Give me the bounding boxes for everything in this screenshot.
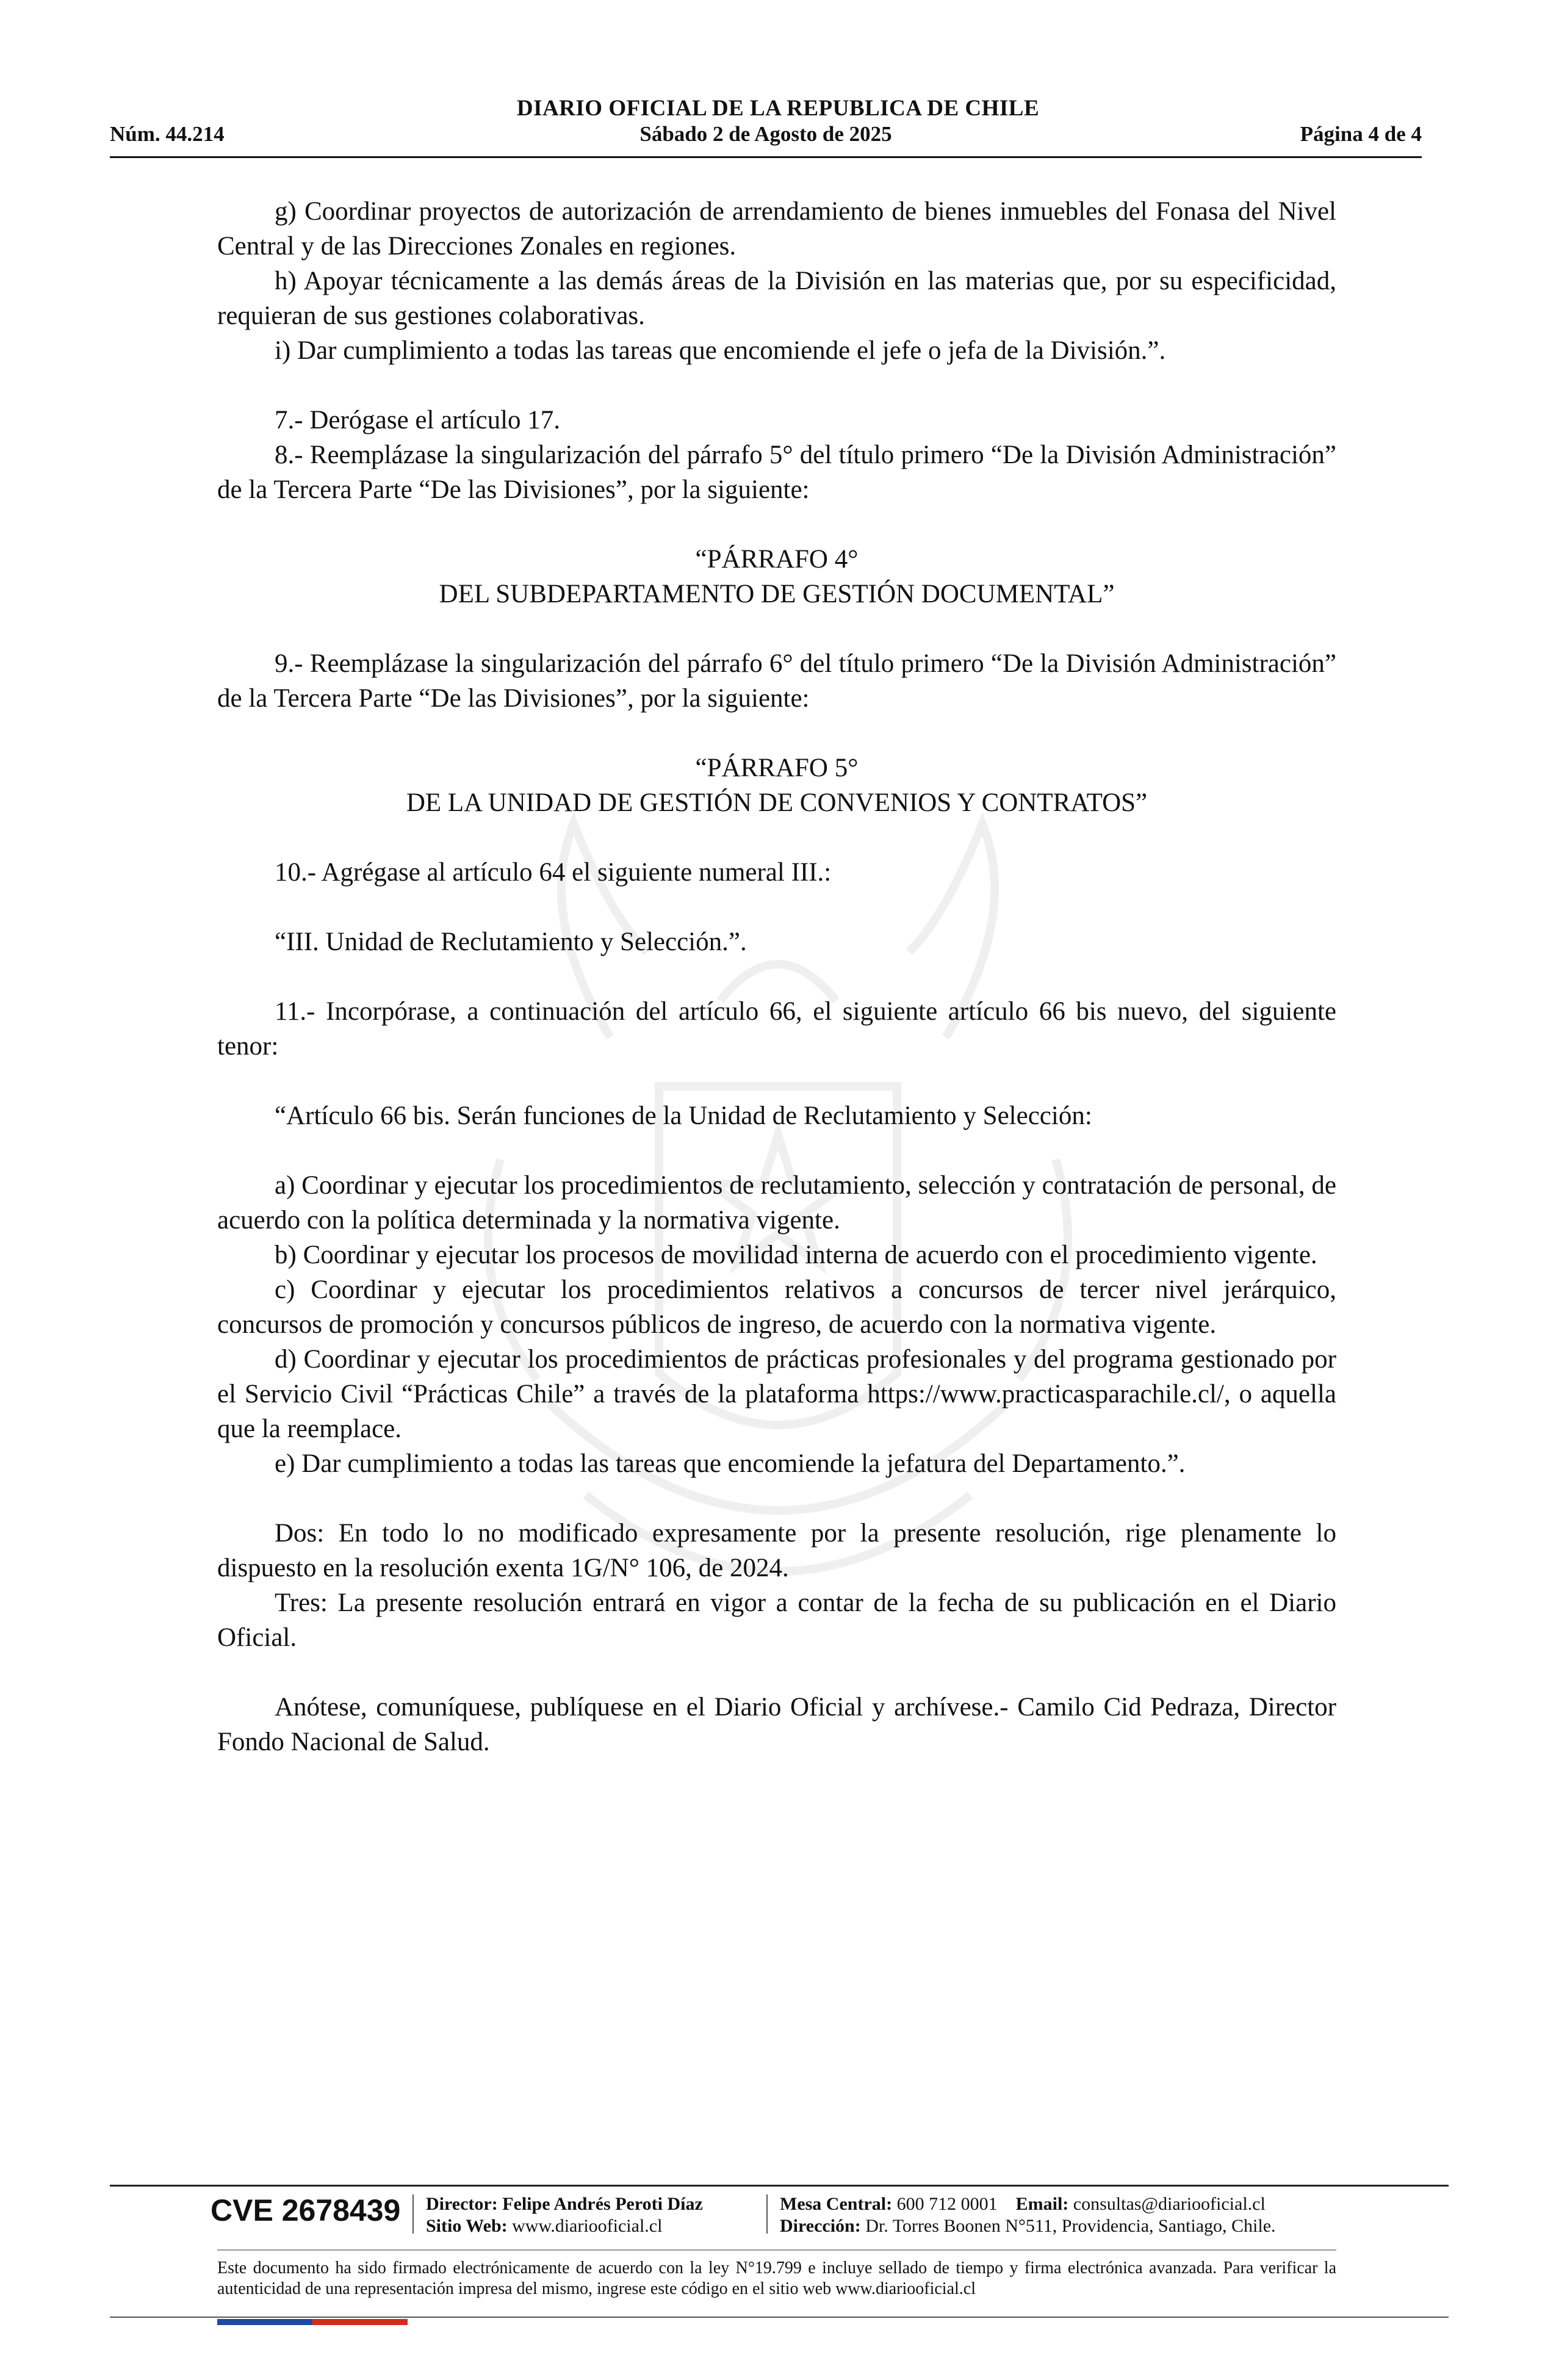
site-label: Sitio Web: xyxy=(426,2216,508,2236)
item-g: g) Coordinar proyectos de autorización de arrendamiento de bienes inmuebles del Fonasa del Nivel Central y de las Direcciones Zonales en regiones. xyxy=(217,197,1336,261)
parrafo-4-heading: “PÁRRAFO 4° xyxy=(695,545,859,574)
item-d: d) Coordinar y ejecutar los procedimientos de prácticas profesionales y del programa gestionado por el Servicio Civil “Prácticas Chile” a través de la plataforma https://www.practicasparachile.cl/, o aquella que la reemplace. xyxy=(217,1345,1336,1443)
email-value[interactable]: consultas@diariooficial.cl xyxy=(1073,2194,1266,2214)
site-value[interactable]: www.diariooficial.cl xyxy=(512,2216,663,2236)
issue-number: Núm. 44.214 xyxy=(110,122,225,146)
item-h: h) Apoyar técnicamente a las demás áreas de la División en las materias que, por su especificidad, requieran de sus gestiones colaborativas. xyxy=(217,267,1336,330)
footer-separator xyxy=(766,2194,768,2234)
section-tres: Tres: La presente resolución entrará en vigor a contar de la fecha de su publicación en el Diario Oficial. xyxy=(217,1588,1336,1652)
header-row xyxy=(110,122,1422,150)
address-label: Dirección: xyxy=(780,2216,861,2236)
newspaper-title: DIARIO OFICIAL DE LA REPUBLICA DE CHILE xyxy=(516,96,1040,121)
signature-disclaimer: Este documento ha sido firmado electrónicamente de acuerdo con la ley N°19.799 e incluye sellado de tiempo y firma electrónica avanzada. Para verificar la autenticidad de una representación impresa del mismo, ingrese este código en el sitio web www.diariooficial.cl xyxy=(217,2259,1336,2298)
footer-divider-mid xyxy=(217,2249,1336,2251)
footer-separator xyxy=(412,2194,414,2234)
article-9: 9.- Reemplázase la singularización del párrafo 6° del título primero “De la División Administración” de la Tercera Parte “De las Divisiones”, por la siguiente: xyxy=(217,649,1336,713)
page-indicator: Página 4 de 4 xyxy=(1300,122,1422,146)
section-dos: Dos: En todo lo no modificado expresamente por la presente resolución, rige plenamente lo dispuesto en la resolución exenta 1G/N° 106, de 2024. xyxy=(217,1519,1336,1582)
item-a: a) Coordinar y ejecutar los procedimientos de reclutamiento, selección y contratación de personal, de acuerdo con la política determinada y la normativa vigente. xyxy=(217,1171,1336,1235)
mesa-value: 600 712 0001 xyxy=(896,2194,998,2214)
footer-contact-block xyxy=(780,2193,1276,2237)
item-b: b) Coordinar y ejecutar los procesos de movilidad interna de acuerdo con el procedimiento vigente. xyxy=(275,1241,1317,1269)
item-c: c) Coordinar y ejecutar los procedimientos relativos a concursos de tercer nivel jerárquico, concursos de promoción y concursos públicos de ingreso, de acuerdo con la normativa vigente. xyxy=(217,1275,1336,1339)
item-i: i) Dar cumplimiento a todas las tareas que encomiende el jefe o jefa de la División.”. xyxy=(275,336,1166,365)
chile-flag-stripe-icon xyxy=(217,2319,408,2325)
item-e: e) Dar cumplimiento a todas las tareas que encomiende la jefatura del Departamento.”. xyxy=(275,1449,1186,1478)
parrafo-5-heading: “PÁRRAFO 5° xyxy=(695,754,859,782)
closing-signature: Anótese, comuníquese, publíquese en el Diario Oficial y archívese.- Camilo Cid Pedraza, Director Fondo Nacional de Salud. xyxy=(217,1693,1336,1756)
document-body xyxy=(217,194,1336,1759)
director-label: Director: xyxy=(426,2194,498,2214)
director-value: Felipe Andrés Peroti Díaz xyxy=(502,2194,703,2214)
article-10-text: “III. Unidad de Reclutamiento y Selección.”. xyxy=(275,928,747,956)
cve-code: CVE 2678439 xyxy=(211,2193,401,2227)
header-divider xyxy=(110,156,1422,158)
footer-divider-bottom xyxy=(110,2317,1449,2318)
mesa-label: Mesa Central: xyxy=(780,2194,893,2214)
flag-red-segment xyxy=(312,2319,408,2325)
article-11: 11.- Incorpórase, a continuación del artículo 66, el siguiente artículo 66 bis nuevo, del siguiente tenor: xyxy=(217,997,1336,1061)
parrafo-4-title: DEL SUBDEPARTAMENTO DE GESTIÓN DOCUMENTAL” xyxy=(439,580,1115,608)
article-10: 10.- Agrégase al artículo 64 el siguiente numeral III.: xyxy=(275,858,832,887)
article-7: 7.- Derógase el artículo 17. xyxy=(275,406,561,435)
footer-divider-top xyxy=(110,2185,1449,2187)
parrafo-5-title: DE LA UNIDAD DE GESTIÓN DE CONVENIOS Y CONTRATOS” xyxy=(406,788,1148,817)
footer-director-block xyxy=(426,2193,703,2237)
address-value: Dr. Torres Boonen N°511, Providencia, Santiago, Chile. xyxy=(865,2216,1276,2236)
article-8: 8.- Reemplázase la singularización del párrafo 5° del título primero “De la División Administración” de la Tercera Parte “De las Divisiones”, por la siguiente: xyxy=(217,441,1336,504)
article-66-bis-intro: “Artículo 66 bis. Serán funciones de la Unidad de Reclutamiento y Selección: xyxy=(275,1102,1092,1130)
issue-date: Sábado 2 de Agosto de 2025 xyxy=(639,122,892,146)
email-label: Email: xyxy=(1015,2194,1069,2214)
flag-blue-segment xyxy=(217,2319,312,2325)
